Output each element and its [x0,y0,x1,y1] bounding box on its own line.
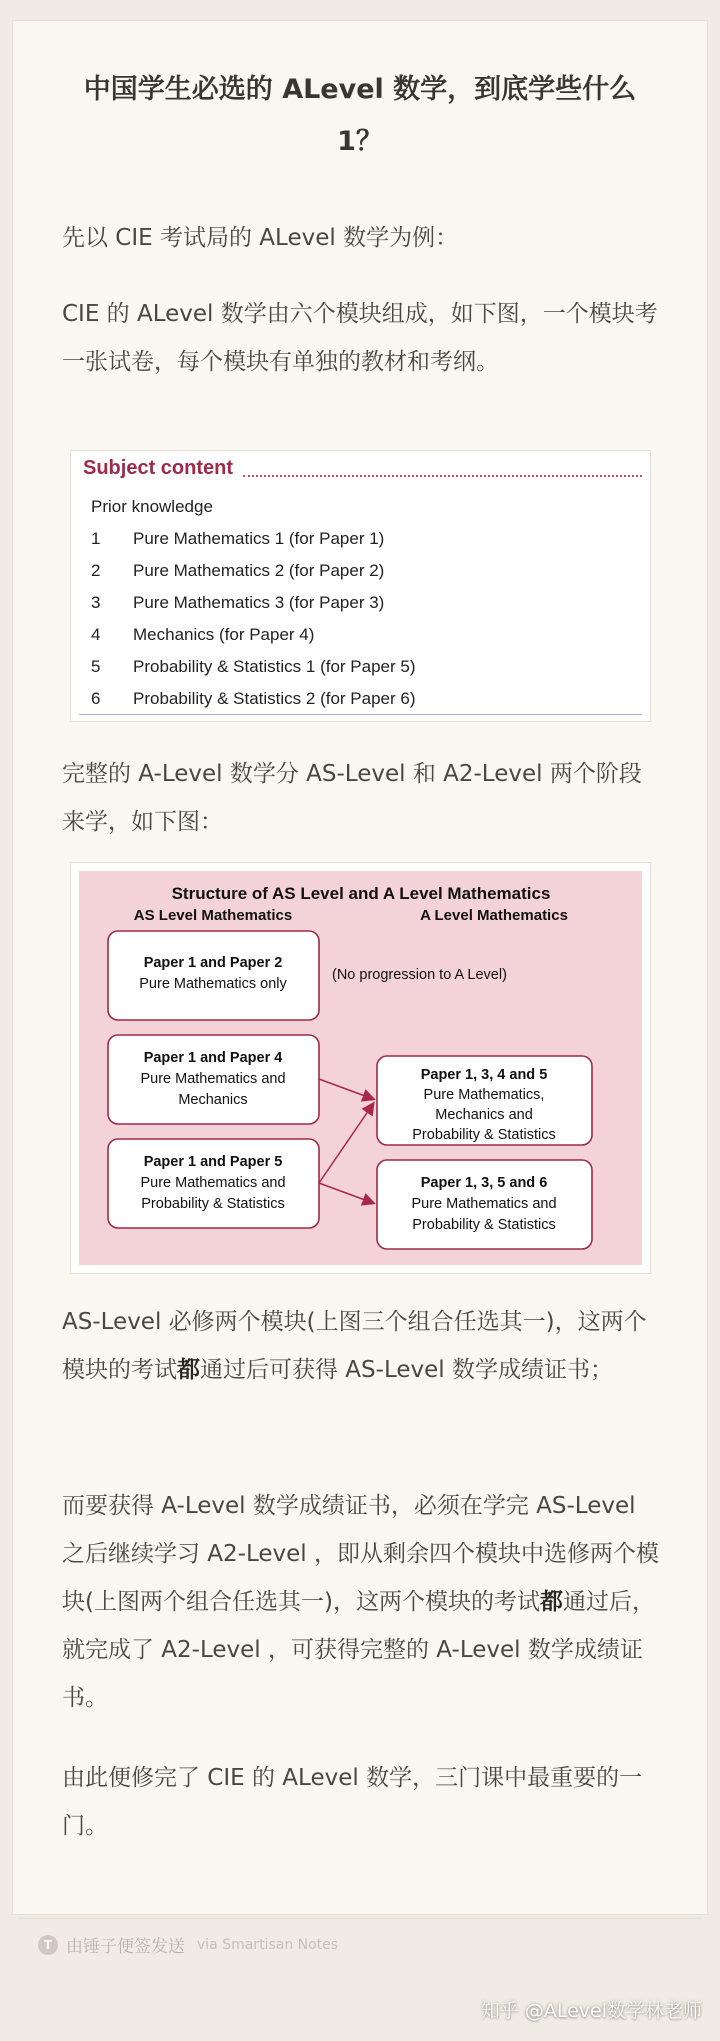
paragraph-two-stages: 完整的 A-Level 数学分 AS-Level 和 A2-Level 两个阶段来学，如下图： [62,761,642,835]
no-progression-note: (No progression to A Level) [332,967,507,983]
box-title: Paper 1 and Paper 2 [143,955,283,971]
box-title: Paper 1, 3, 5 and 6 [420,1175,548,1191]
footer-divider [18,1918,702,1919]
paragraph-intro: 先以 CIE 考试局的 ALevel 数学为例： [62,225,459,251]
box-line: Pure Mathematics only [139,976,287,992]
module-number: 6 [91,689,101,708]
arrow-p15-to-p1345 [319,1104,373,1183]
box-line: Probability & Statistics [141,1196,285,1212]
text-segment: 通过后，就完成了 A2-Level ，可获得完整的 A-Level 数学成绩证书。 [62,1589,655,1711]
module-label: Pure Mathematics 1 (for Paper 1) [133,529,385,548]
smartisan-t-icon: T [38,1935,58,1955]
as-level-heading: AS Level Mathematics [133,907,293,924]
text-segment: 而要获得 A-Level 数学成绩证书，必须在学完 AS-Level 之后继续学习 A2-Level ，即从剩余四个模块中选修两个模块(上图两个组合任选其一)，这两个模块的考试 [62,1493,660,1615]
module-number: 1 [91,529,101,548]
dotted-rule [243,475,642,477]
module-number: 3 [91,593,101,612]
box-line: Pure Mathematics and [411,1196,557,1212]
module-number: 5 [91,657,101,676]
prior-knowledge: Prior knowledge [91,497,213,516]
module-label: Probability & Statistics 2 (for Paper 6) [133,689,416,708]
box-line: Probability & Statistics [412,1217,556,1233]
module-label: Mechanics (for Paper 4) [133,625,315,644]
module-label: Pure Mathematics 2 (for Paper 2) [133,561,385,580]
box-line: Pure Mathematics and [140,1175,286,1191]
zhihu-watermark: 知乎 @ALevel数学林老师 [480,2000,702,2022]
bottom-rule [79,714,642,715]
emphasis: 都 [177,1357,200,1383]
footer-source-text: 由锤子便签发送 [66,1937,185,1957]
box-line: Mechanics [178,1092,248,1108]
box-line: Mechanics and [435,1107,533,1123]
text-segment: AS-Level 必修两个模块(上图三个组合任选其一)，这两个模块的考试 [62,1309,647,1383]
box-title: Paper 1 and Paper 5 [143,1154,283,1170]
arrow-p14-to-p1345 [319,1079,373,1099]
box-title: Paper 1, 3, 4 and 5 [420,1067,548,1083]
emphasis: 都 [539,1589,563,1615]
box-line: Pure Mathematics and [140,1071,286,1087]
a-level-heading: A Level Mathematics [420,907,568,924]
subject-content-heading: Subject content [83,457,234,479]
box-line: Probability & Statistics [412,1127,556,1143]
structure-figure [70,862,651,1274]
arrow-p15-to-p1356 [319,1183,373,1203]
box-line: Pure Mathematics, [423,1087,545,1103]
diagram-title: Structure of AS Level and A Level Mathematics [171,884,551,903]
article-title: 中国学生必选的 ALevel 数学，到底学些什么 1？ [83,74,637,157]
module-number: 2 [91,561,101,580]
paragraph-conclusion: 由此便修完了 CIE 的 ALevel 数学，三门课中最重要的一门。 [62,1765,643,1839]
paragraph-a2-level [62,1482,662,1722]
subject-content-figure [70,450,651,722]
module-label: Pure Mathematics 3 (for Paper 3) [133,593,385,612]
module-number: 4 [91,625,101,644]
module-label: Probability & Statistics 1 (for Paper 5) [133,657,416,676]
structure-diagram [71,863,652,1275]
paragraph-six-modules: CIE 的 ALevel 数学由六个模块组成，如下图，一个模块考一张试卷，每个模块有单独的教材和考纲。 [62,301,658,375]
text-segment: 通过后可获得 AS-Level 数学成绩证书； [200,1357,613,1383]
paragraph-as-level [62,1298,662,1394]
footer-via-text: via Smartisan Notes [197,1936,339,1953]
footer-source [38,1932,338,1957]
box-title: Paper 1 and Paper 4 [143,1050,283,1066]
